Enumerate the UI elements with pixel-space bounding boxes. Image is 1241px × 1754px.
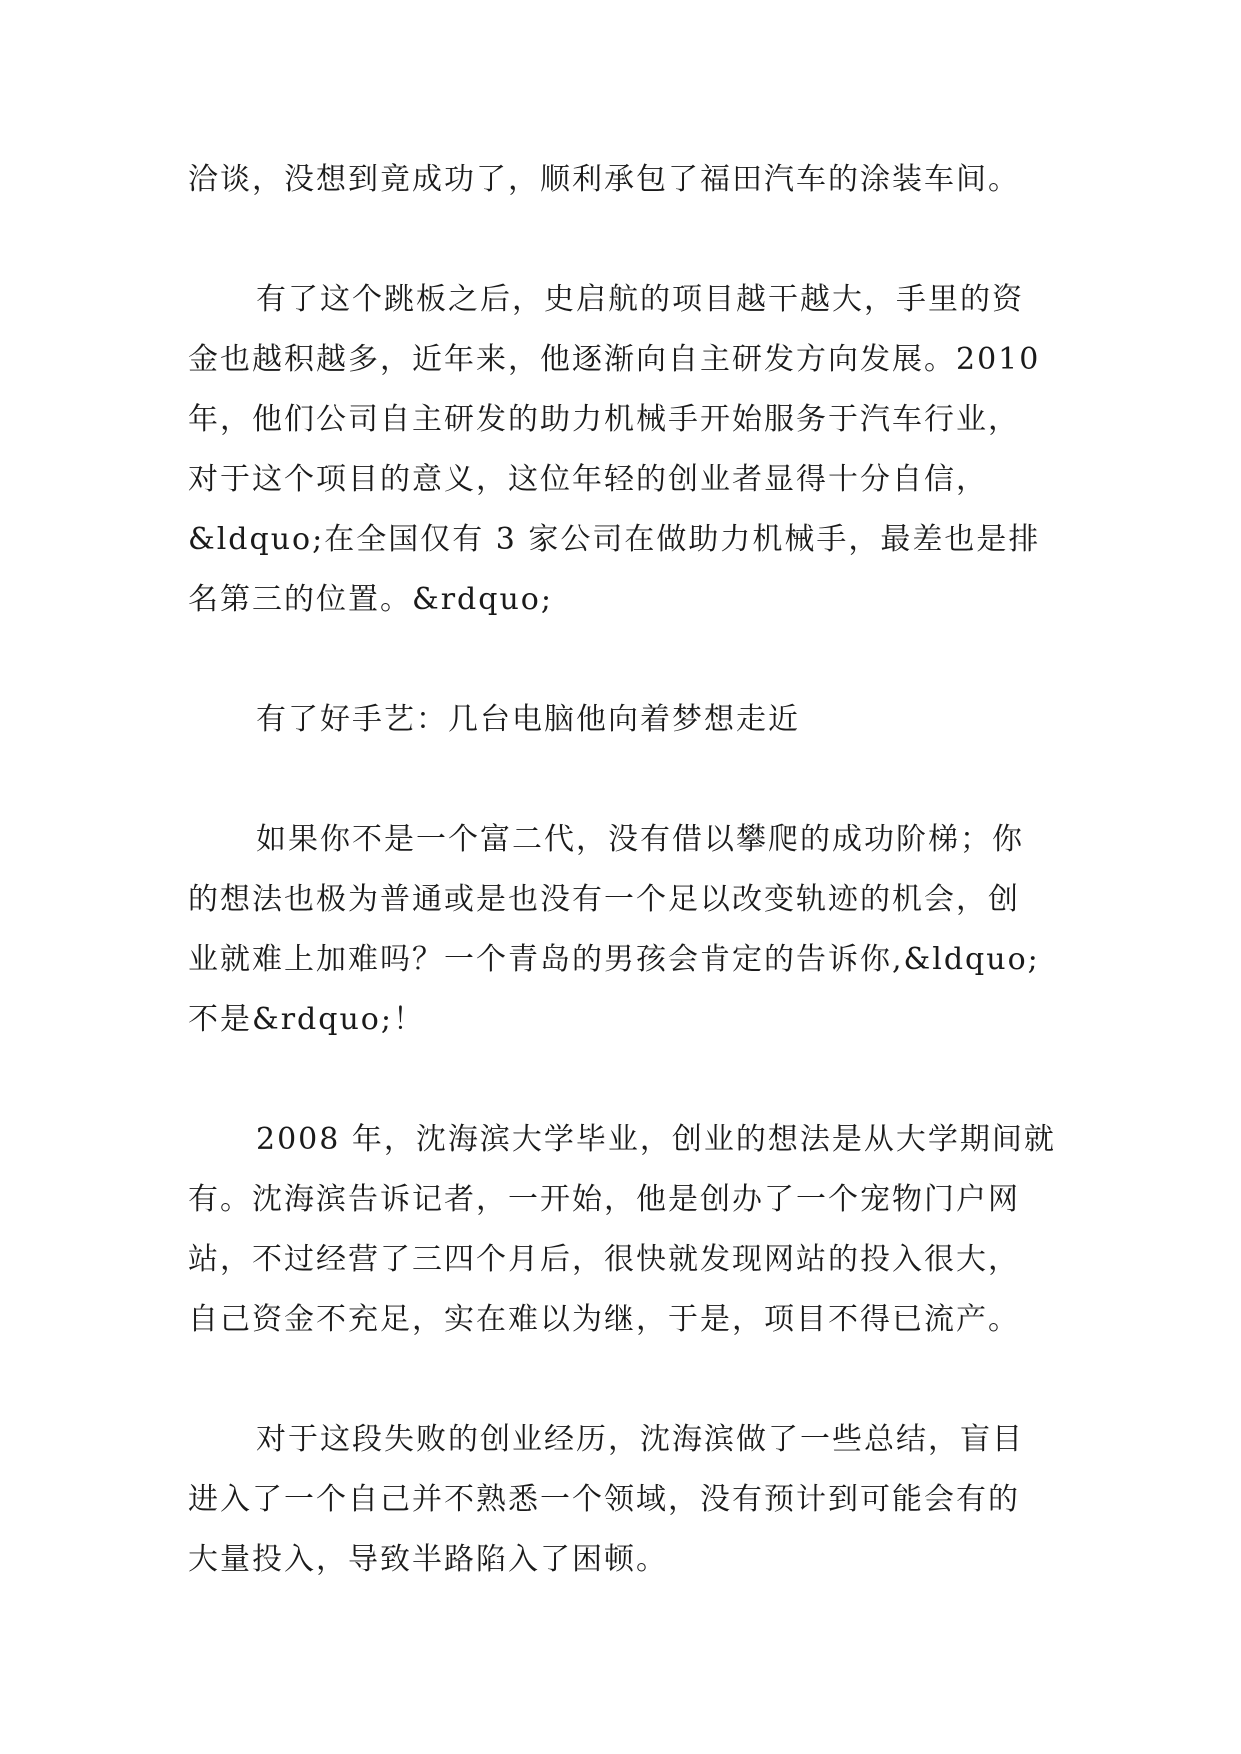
text-line: 有。沈海滨告诉记者，一开始，他是创办了一个宠物门户网 <box>188 1182 1020 1217</box>
text-line: 对于这段失败的创业经历，沈海滨做了一些总结，盲目 <box>256 1422 1024 1457</box>
text-line: &ldquo;在全国仅有 3 家公司在做助力机械手，最差也是排 <box>188 522 1041 557</box>
text-line: 自己资金不充足，实在难以为继，于是，项目不得已流产。 <box>188 1302 1020 1337</box>
paragraph-4 <box>188 1110 1068 1350</box>
text-line: 如果你不是一个富二代，没有借以攀爬的成功阶梯；你 <box>256 822 1024 857</box>
text-line: 名第三的位置。&rdquo; <box>188 582 553 617</box>
text-line: 有了这个跳板之后，史启航的项目越干越大，手里的资 <box>256 282 1024 317</box>
text-line: 进入了一个自己并不熟悉一个领域，没有预计到可能会有的 <box>188 1482 1020 1517</box>
text-line: 有了好手艺：几台电脑他向着梦想走近 <box>256 702 800 737</box>
text-line: 站，不过经营了三四个月后，很快就发现网站的投入很大， <box>188 1242 1020 1277</box>
paragraph-5 <box>188 1410 1068 1590</box>
paragraph-3 <box>188 810 1068 1050</box>
text-line: 对于这个项目的意义，这位年轻的创业者显得十分自信， <box>188 462 988 497</box>
text-line: 洽谈，没想到竟成功了，顺利承包了福田汽车的涂装车间。 <box>188 162 1020 197</box>
text-line: 不是&rdquo;！ <box>188 1002 425 1037</box>
text-line: 的想法也极为普通或是也没有一个足以改变轨迹的机会，创 <box>188 882 1020 917</box>
paragraph-2 <box>188 270 1068 630</box>
document-body <box>188 150 1068 1590</box>
paragraph-1 <box>188 150 1068 210</box>
text-line: 年，他们公司自主研发的助力机械手开始服务于汽车行业， <box>188 402 1020 437</box>
text-line: 大量投入，导致半路陷入了困顿。 <box>188 1542 668 1577</box>
text-line: 业就难上加难吗？一个青岛的男孩会肯定的告诉你,&ldquo; <box>188 942 1040 977</box>
text-line: 金也越积越多，近年来，他逐渐向自主研发方向发展。2010 <box>188 342 1041 377</box>
section-heading <box>188 690 1068 750</box>
text-line: 2008 年，沈海滨大学毕业，创业的想法是从大学期间就 <box>256 1122 1056 1157</box>
